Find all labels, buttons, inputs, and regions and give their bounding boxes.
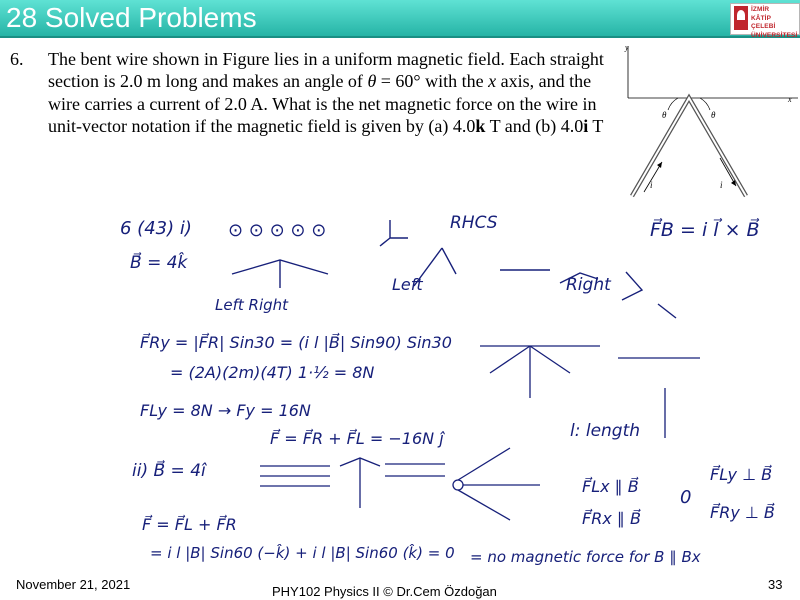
theta-arc-right (700, 98, 710, 110)
title-bar (0, 0, 800, 38)
force-formula: F⃗B = i l⃗ × B⃗ (650, 219, 760, 241)
right-label-2: Right (566, 275, 611, 295)
wire-figure (616, 40, 800, 200)
dot-field-row: ⊙ ⊙ ⊙ ⊙ ⊙ (228, 220, 327, 241)
perp-note-1: F⃗Ly ⊥ B⃗ (710, 465, 773, 484)
fry-equation: F⃗Ry = |F⃗R| Sin30 = (i l |B⃗| Sin90) Sin30 (140, 333, 452, 352)
sum-equation: F⃗ = F⃗L + F⃗R (142, 515, 237, 534)
total-force-i: F⃗ = F⃗R + F⃗L = −16N ĵ (270, 429, 444, 448)
zero-note: 0 (680, 487, 692, 508)
question-text: The bent wire shown in Figure lies in a uniform magnetic field. Each straight section is 2.0 m long and makes an angle of θ = 60° with the x axis, and the wire carries a current of 2.0 A. What is the net magnetic force on the wire in unit-vector notation if the magnetic field is given by (a) 4.0k T and (b) 4.0i T (48, 49, 604, 137)
current-right-label: i (720, 180, 723, 190)
length-note: l: length (570, 421, 641, 441)
x-axis-label: x (788, 95, 792, 104)
question-number: 6. (10, 49, 24, 69)
left-right-labels: Left Right (215, 296, 289, 314)
university-logo (730, 3, 800, 39)
current-left-label: i (650, 180, 653, 190)
perp-note-2: F⃗Ry ⊥ B⃗ (710, 503, 775, 522)
page-number: 33 (768, 577, 783, 592)
fry-result: = (2A)(2m)(4T) 1·½ = 8N (170, 363, 375, 382)
parallel-note-2: F⃗Rx ∥ B⃗ (582, 509, 641, 528)
logo-emblem-icon (734, 6, 748, 30)
conclusion-note: = no magnetic force for B ∥ Bx (470, 548, 701, 566)
slide-title: 28 Solved Problems (6, 2, 257, 33)
logo-text: İZMİR KÂTİP ÇELEBİ ÜNİVERSİTESİ (751, 6, 798, 39)
parallel-note-1: F⃗Lx ∥ B⃗ (582, 477, 639, 496)
fly-equation: FLy = 8N → Fy = 16N (140, 401, 311, 420)
b-field-k: B⃗ = 4k̂ (130, 253, 188, 273)
left-label-2: Left (392, 275, 423, 294)
part-ii-label: ii) B⃗ = 4î (132, 461, 206, 481)
rhcs-note: RHCS (450, 213, 498, 233)
theta-right-label: θ (711, 110, 716, 120)
part-i-label: 6 (43) i) (120, 218, 192, 239)
footer-course: PHY102 Physics II © Dr.Cem Özdoğan (272, 584, 497, 599)
sketch-part-ii (260, 448, 540, 520)
handwritten-solution (120, 198, 798, 576)
theta-left-label: θ (662, 110, 667, 120)
sum-equation-2: = i l |B| Sin60 (−k̂) + i l |B| Sin60 (k̂) = 0 (150, 544, 455, 562)
footer-date: November 21, 2021 (16, 577, 131, 592)
y-axis-label: y (625, 43, 629, 52)
theta-arc-left (668, 98, 678, 110)
